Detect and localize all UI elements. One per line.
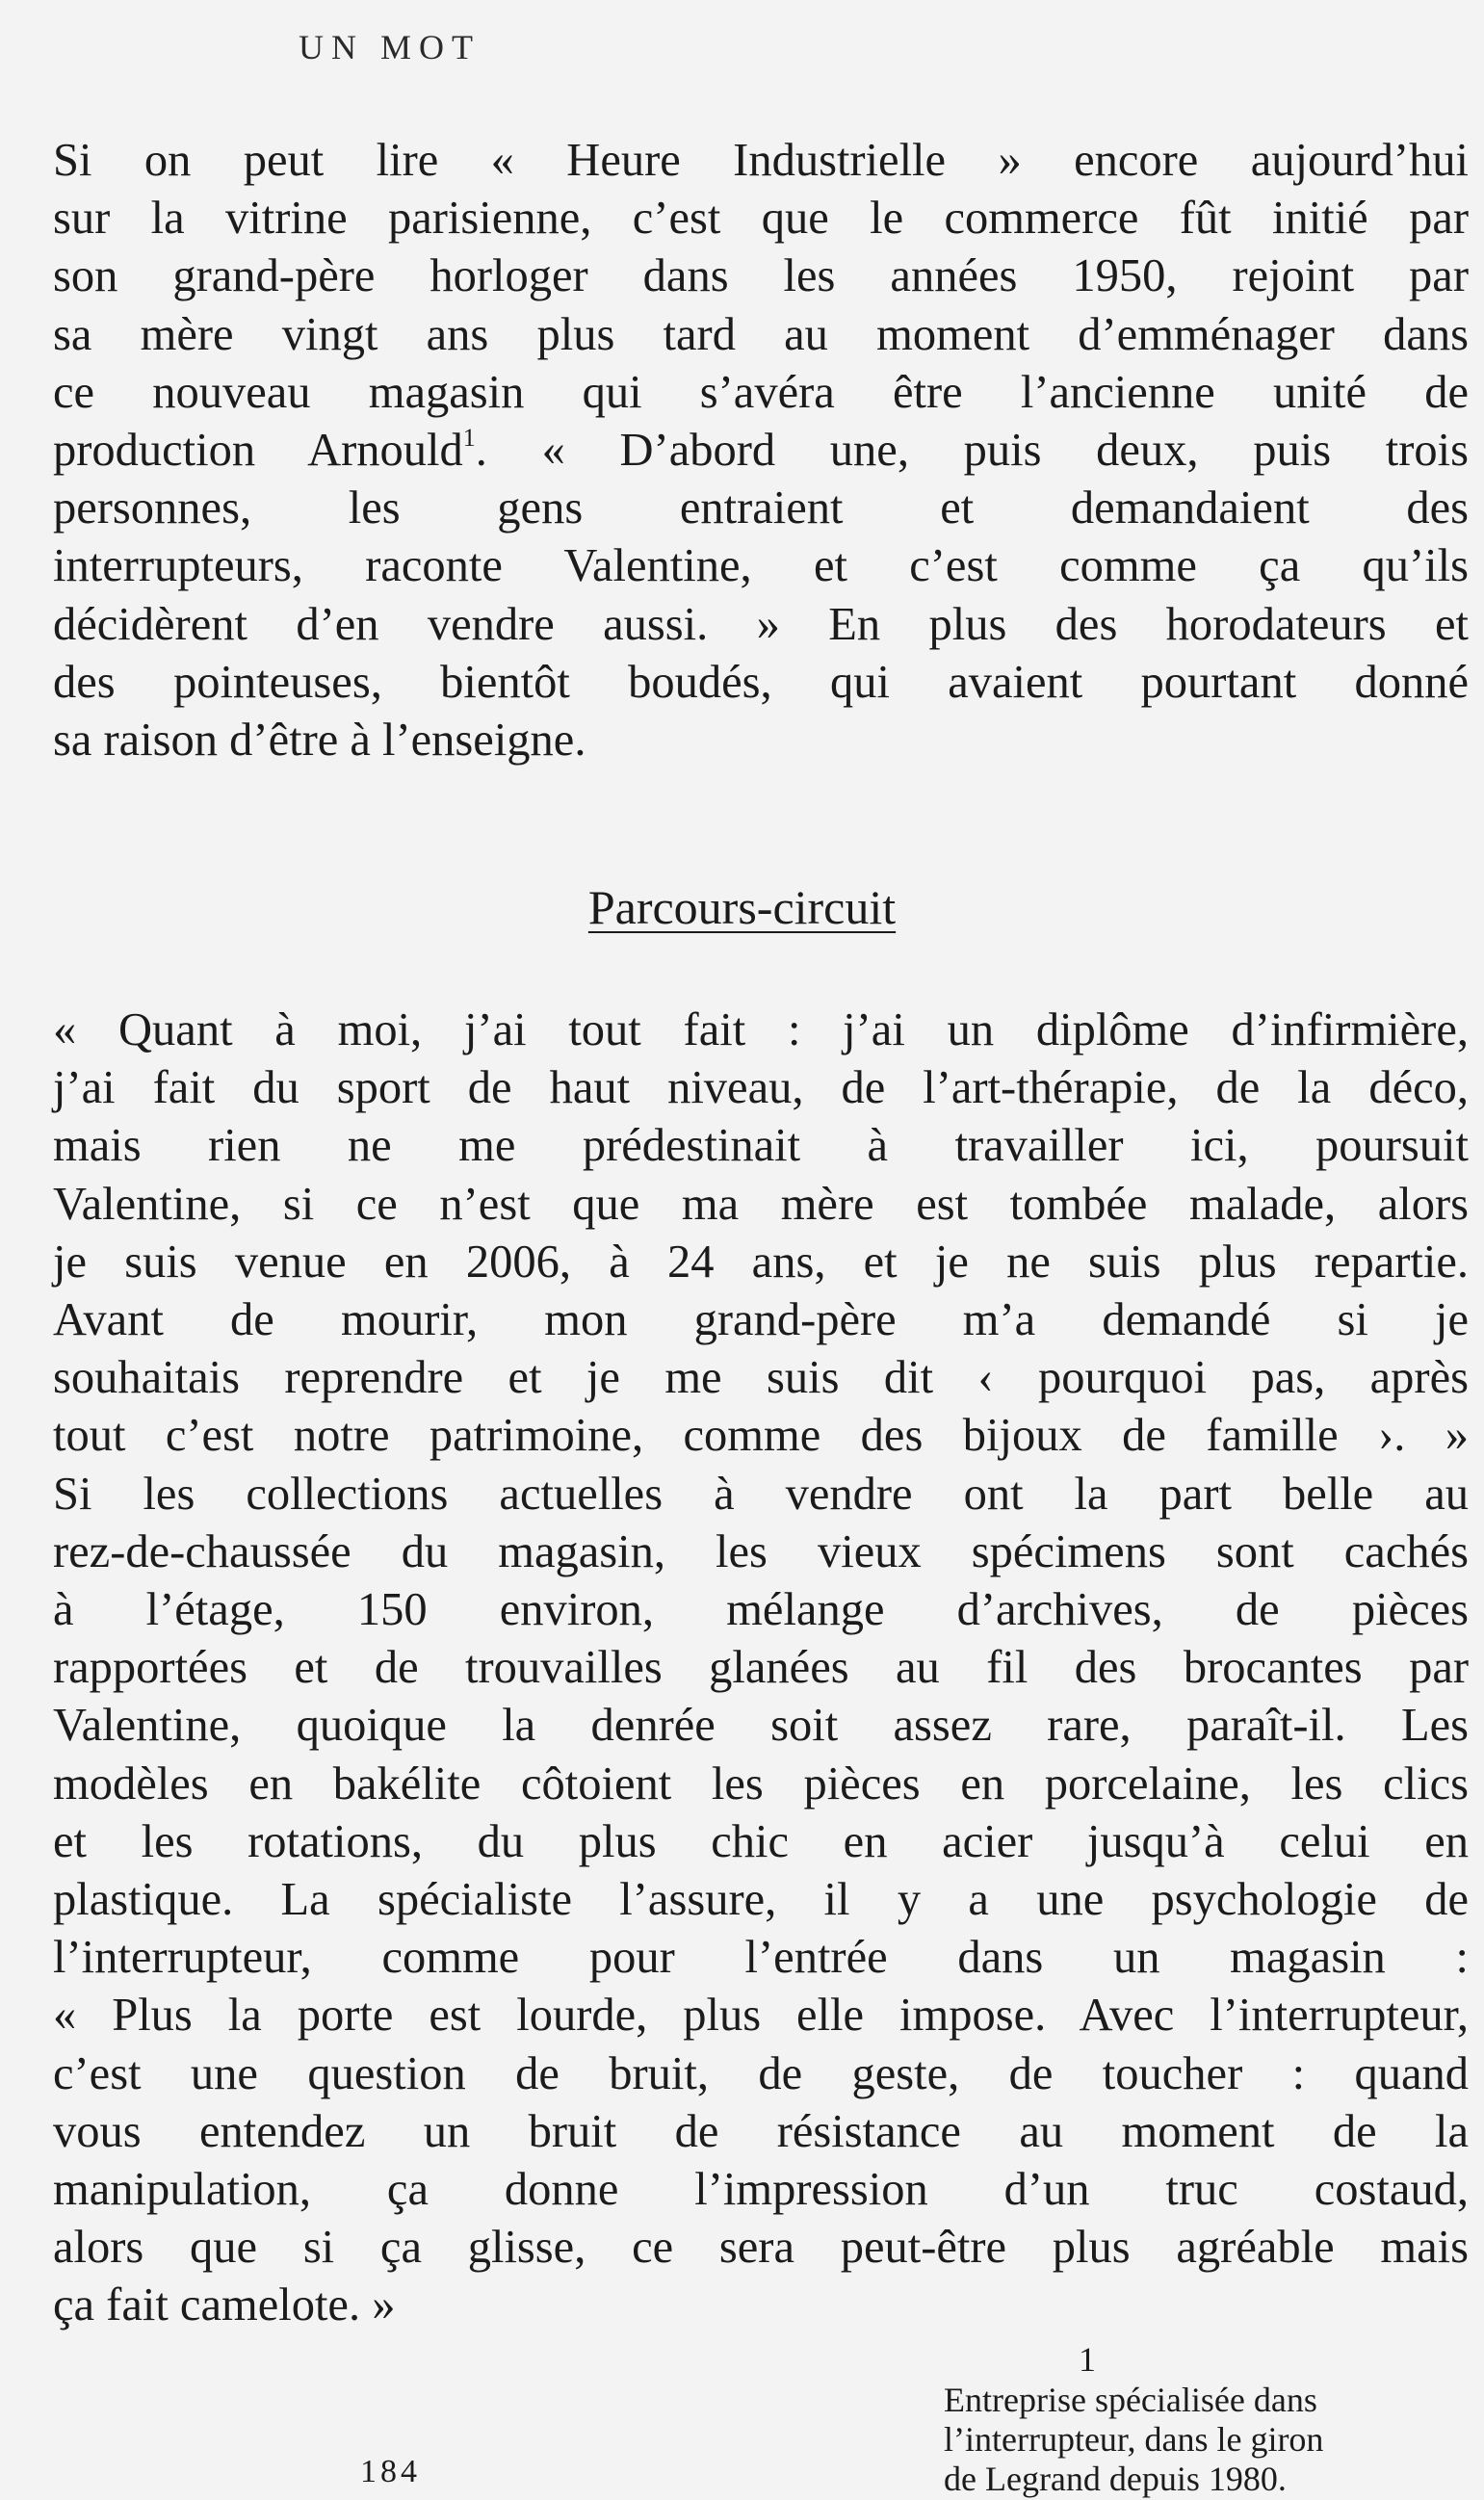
body-line: Valentine, si ce n’est que ma mère est tombée malade, alors: [53, 1178, 1469, 1230]
intro-line: des pointeuses, bientôt boudés, qui avaient pourtant donné: [53, 656, 1469, 708]
intro-line: décidèrent d’en vendre aussi. » En plus des horodateurs et: [53, 598, 1469, 650]
footnote-line: Entreprise spécialisée dans: [944, 2381, 1317, 2419]
page-number: 184: [360, 2454, 421, 2489]
body-line: Avant de mourir, mon grand-père m’a demandé si je: [53, 1294, 1469, 1346]
intro-line-end: . « D’abord une, puis deux, puis trois: [475, 425, 1469, 477]
intro-line-start: production Arnould: [53, 425, 463, 477]
section-title-text: Parcours-circuit: [587, 880, 897, 934]
body-line: j’ai fait du sport de haut niveau, de l’art-thérapie, de la déco,: [53, 1062, 1469, 1114]
body-line: ça fait camelote. »: [53, 2279, 396, 2331]
body-line: plastique. La spécialiste l’assure, il y a une psychologie de: [53, 1874, 1469, 1926]
body-line: à l’étage, 150 environ, mélange d’archives, de pièces: [53, 1584, 1469, 1636]
body-line: Si les collections actuelles à vendre ont la part belle au: [53, 1468, 1469, 1520]
intro-line-footnote-ref: [53, 422, 1469, 480]
body-line: manipulation, ça donne l’impression d’un truc costaud,: [53, 2164, 1469, 2216]
intro-line: ce nouveau magasin qui s’avéra être l’ancienne unité de: [53, 366, 1469, 418]
body-line: « Quant à moi, j’ai tout fait : j’ai un diplôme d’infirmière,: [53, 1004, 1469, 1055]
body-line: et les rotations, du plus chic en acier jusqu’à celui en: [53, 1815, 1469, 1867]
footnote: [944, 2381, 1445, 2499]
body-line: vous entendez un bruit de résistance au moment de la: [53, 2105, 1469, 2157]
section-title: [0, 878, 1484, 936]
footnote-line: de Legrand depuis 1980.: [944, 2460, 1287, 2498]
body-line: je suis venue en 2006, à 24 ans, et je ne suis plus repartie.: [53, 1236, 1469, 1288]
intro-line: son grand-père horloger dans les années 1950, rejoint par: [53, 250, 1469, 302]
intro-line: personnes, les gens entraient et demandaient des: [53, 482, 1469, 534]
intro-paragraph: [53, 132, 1469, 769]
footnote-reference[interactable]: 1: [462, 424, 476, 453]
intro-line: sur la vitrine parisienne, c’est que le commerce fût initié par: [53, 193, 1469, 245]
intro-line: interrupteurs, raconte Valentine, et c’est comme ça qu’ils: [53, 540, 1469, 592]
body-line: c’est une question de bruit, de geste, de toucher : quand: [53, 2047, 1469, 2099]
running-head: UN MOT: [299, 28, 481, 66]
footnote-number: 1: [1079, 2340, 1096, 2379]
body-line: modèles en bakélite côtoient les pièces en porcelaine, les clics: [53, 1758, 1469, 1810]
intro-line: sa mère vingt ans plus tard au moment d’emménager dans: [53, 308, 1469, 360]
body-paragraph: [53, 1002, 1469, 2335]
body-line: souhaitais reprendre et je me suis dit ‹ pourquoi pas, après: [53, 1352, 1469, 1404]
body-line: l’interrupteur, comme pour l’entrée dans un magasin :: [53, 1932, 1469, 1984]
body-line: Valentine, quoique la denrée soit assez rare, paraît-il. Les: [53, 1700, 1469, 1752]
body-line: rapportées et de trouvailles glanées au fil des brocantes par: [53, 1642, 1469, 1694]
body-line: alors que si ça glisse, ce sera peut-être plus agréable mais: [53, 2222, 1469, 2274]
intro-line: Si on peut lire « Heure Industrielle » encore aujourd’hui: [53, 135, 1469, 186]
intro-line: sa raison d’être à l’enseigne.: [53, 715, 586, 767]
footnote-line: l’interrupteur, dans le giron: [944, 2420, 1324, 2459]
body-line: tout c’est notre patrimoine, comme des bijoux de famille ›. »: [53, 1410, 1469, 1462]
body-line: rez-de-chaussée du magasin, les vieux spécimens sont cachés: [53, 1525, 1469, 1577]
body-line: mais rien ne me prédestinait à travailler ici, poursuit: [53, 1120, 1469, 1172]
body-line: « Plus la porte est lourde, plus elle impose. Avec l’interrupteur,: [53, 1990, 1469, 2042]
